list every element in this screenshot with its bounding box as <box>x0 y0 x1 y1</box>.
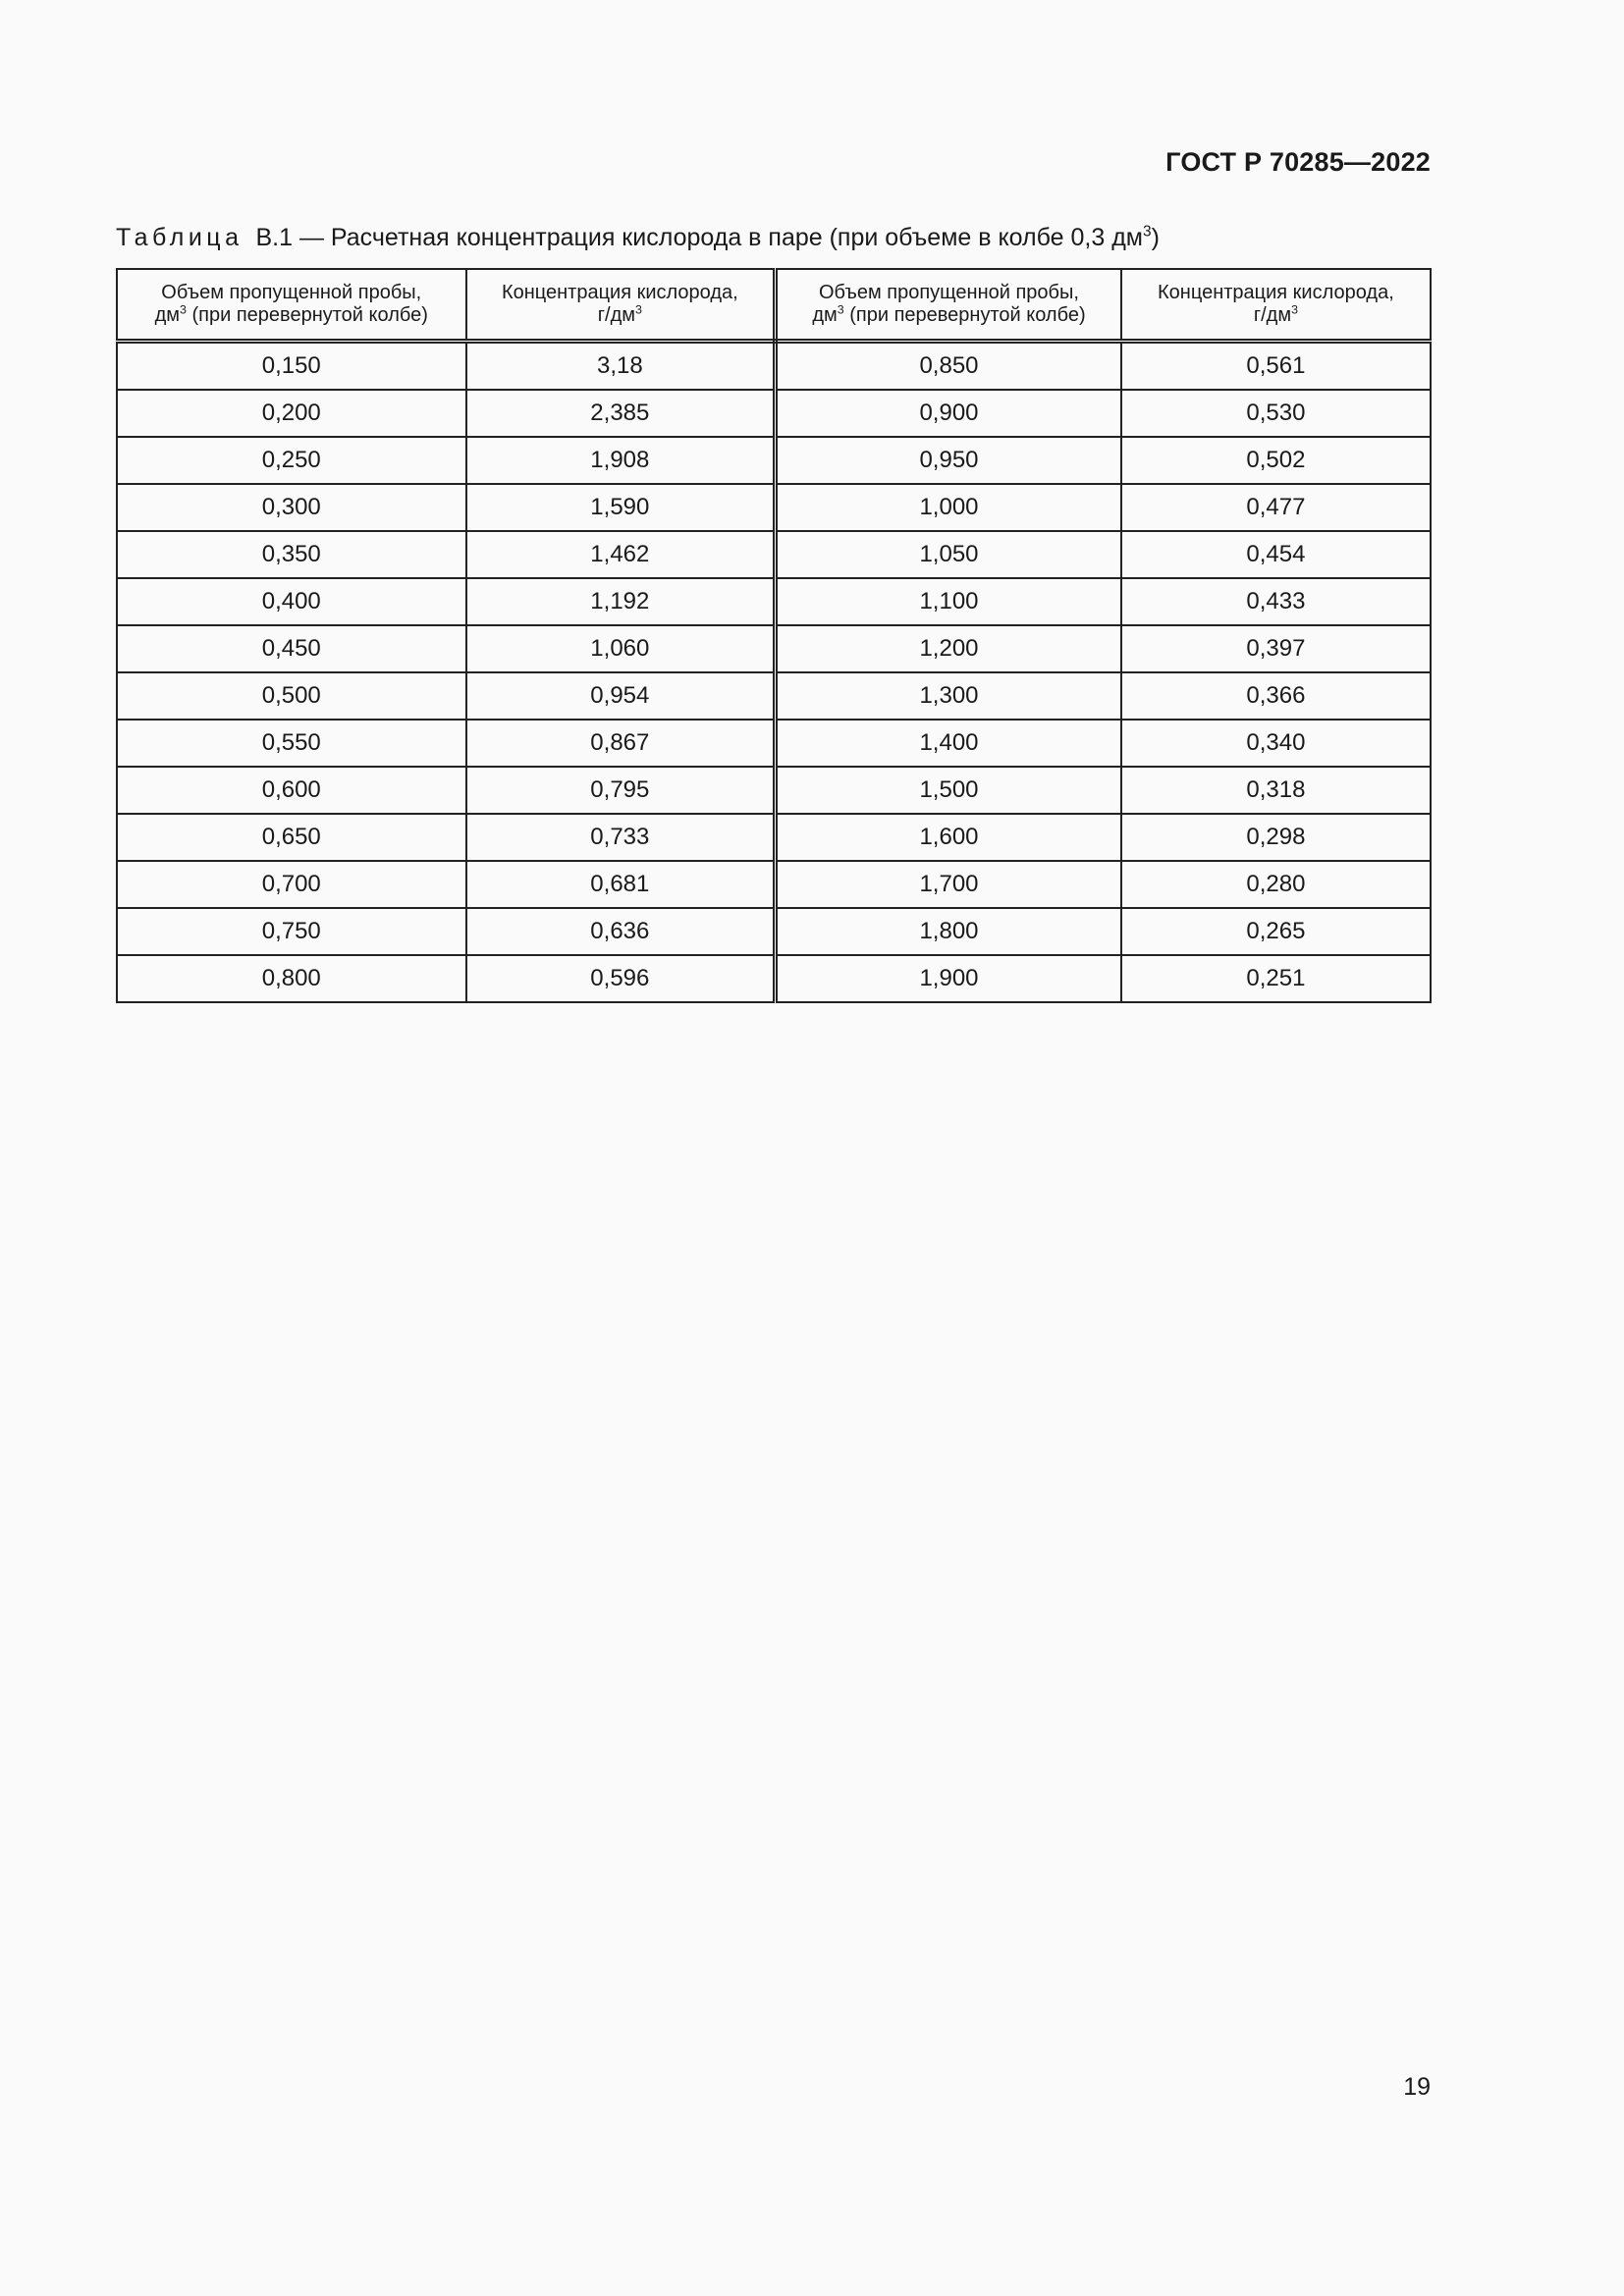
column-header-line1: Концентрация кислорода, <box>501 282 738 303</box>
table-header-row <box>117 269 1431 342</box>
table-row <box>117 578 1431 625</box>
table-cell: 1,462 <box>466 531 776 578</box>
table-cell: 0,280 <box>1121 861 1431 908</box>
table-row <box>117 672 1431 720</box>
table-cell: 0,954 <box>466 672 776 720</box>
table-cell: 0,750 <box>117 908 466 955</box>
table-cell: 0,636 <box>466 908 776 955</box>
table-cell: 0,150 <box>117 342 466 391</box>
table-cell: 0,867 <box>466 720 776 767</box>
table-cell: 1,192 <box>466 578 776 625</box>
table-cell: 0,366 <box>1121 672 1431 720</box>
page-number: 19 <box>1403 2073 1431 2101</box>
table-cell: 0,454 <box>1121 531 1431 578</box>
table-cell: 0,450 <box>117 625 466 672</box>
table-cell: 0,502 <box>1121 437 1431 484</box>
table-cell: 0,251 <box>1121 955 1431 1002</box>
column-header-unit: г/дм <box>597 304 636 326</box>
table-cell: 1,100 <box>776 578 1121 625</box>
table-cell: 0,950 <box>776 437 1121 484</box>
table-caption-end: ) <box>1151 224 1160 251</box>
table-cell: 1,000 <box>776 484 1121 531</box>
table-cell: 1,800 <box>776 908 1121 955</box>
table-cell: 1,908 <box>466 437 776 484</box>
column-header-unit: дм <box>812 304 838 326</box>
column-header-superscript: 3 <box>837 302 844 317</box>
table-cell: 0,500 <box>117 672 466 720</box>
table-caption-text: В.1 — Расчетная концентрация кислорода в паре (при объеме в колбе 0,3 дм <box>248 224 1143 251</box>
column-header-note: (при перевернутой колбе) <box>186 304 428 326</box>
table-row <box>117 861 1431 908</box>
column-header-line1: Объем пропущенной пробы, <box>819 282 1079 303</box>
table-cell: 0,550 <box>117 720 466 767</box>
table-caption <box>116 224 1160 252</box>
table-cell: 0,596 <box>466 955 776 1002</box>
table-row <box>117 767 1431 814</box>
table-cell: 0,340 <box>1121 720 1431 767</box>
column-header-superscript: 3 <box>635 302 642 317</box>
table-cell: 1,060 <box>466 625 776 672</box>
table-cell: 0,477 <box>1121 484 1431 531</box>
column-header-2 <box>466 269 776 342</box>
table-cell: 0,265 <box>1121 908 1431 955</box>
table-body <box>117 342 1431 1003</box>
table-cell: 0,300 <box>117 484 466 531</box>
table-cell: 0,650 <box>117 814 466 861</box>
column-header-line1: Концентрация кислорода, <box>1158 282 1394 303</box>
table-row <box>117 720 1431 767</box>
table-row <box>117 342 1431 391</box>
table-cell: 1,300 <box>776 672 1121 720</box>
table-row <box>117 484 1431 531</box>
column-header-4 <box>1121 269 1431 342</box>
column-header-superscript: 3 <box>180 302 187 317</box>
table-cell: 1,200 <box>776 625 1121 672</box>
table-row <box>117 437 1431 484</box>
table-cell: 0,800 <box>117 955 466 1002</box>
table-row <box>117 531 1431 578</box>
table-cell: 0,795 <box>466 767 776 814</box>
column-header-unit: дм <box>154 304 181 326</box>
table-cell: 0,600 <box>117 767 466 814</box>
table-cell: 0,900 <box>776 390 1121 437</box>
table-cell: 1,500 <box>776 767 1121 814</box>
table-cell: 0,433 <box>1121 578 1431 625</box>
table-cell: 0,530 <box>1121 390 1431 437</box>
table-cell: 0,318 <box>1121 767 1431 814</box>
table-row <box>117 390 1431 437</box>
table-cell: 1,590 <box>466 484 776 531</box>
table-row <box>117 955 1431 1002</box>
table-cell: 0,298 <box>1121 814 1431 861</box>
table-cell: 1,900 <box>776 955 1121 1002</box>
table-cell: 1,050 <box>776 531 1121 578</box>
table-cell: 1,400 <box>776 720 1121 767</box>
table-caption-superscript: 3 <box>1142 223 1152 240</box>
column-header-unit: г/дм <box>1253 304 1292 326</box>
table-cell: 0,700 <box>117 861 466 908</box>
oxygen-concentration-table <box>116 268 1432 1003</box>
column-header-superscript: 3 <box>1291 302 1298 317</box>
table-cell: 0,250 <box>117 437 466 484</box>
table-cell: 0,200 <box>117 390 466 437</box>
table-row <box>117 625 1431 672</box>
table-cell: 1,700 <box>776 861 1121 908</box>
table-cell: 0,561 <box>1121 342 1431 391</box>
document-id: ГОСТ Р 70285—2022 <box>1165 147 1431 177</box>
column-header-3 <box>776 269 1121 342</box>
table-cell: 0,733 <box>466 814 776 861</box>
table-caption-label: Таблица <box>116 224 244 251</box>
table-cell: 0,681 <box>466 861 776 908</box>
table-row <box>117 814 1431 861</box>
table-cell: 0,850 <box>776 342 1121 391</box>
table-cell: 1,600 <box>776 814 1121 861</box>
table-cell: 2,385 <box>466 390 776 437</box>
table-cell: 0,350 <box>117 531 466 578</box>
column-header-note: (при перевернутой колбе) <box>843 304 1086 326</box>
column-header-line1: Объем пропущенной пробы, <box>161 282 422 303</box>
column-header-1 <box>117 269 466 342</box>
table-row <box>117 908 1431 955</box>
table-cell: 0,400 <box>117 578 466 625</box>
table-cell: 0,397 <box>1121 625 1431 672</box>
table-cell: 3,18 <box>466 342 776 391</box>
